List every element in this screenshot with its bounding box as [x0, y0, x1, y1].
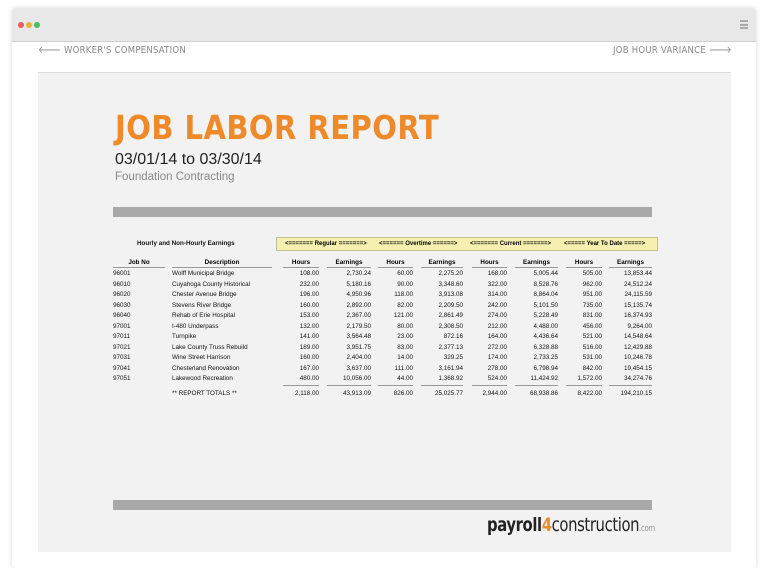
table-cell: 19,454.15 — [623, 364, 652, 372]
total-rule — [515, 385, 558, 386]
divider-bottom — [113, 500, 652, 510]
company-name: Foundation Contracting — [115, 171, 235, 183]
table-cell: 951.00 — [582, 291, 602, 298]
table-cell: 96040 — [113, 312, 131, 319]
table-cell: Lakewood Recreation — [172, 375, 233, 382]
close-dot-icon[interactable] — [18, 22, 24, 28]
table-cell: 314.00 — [487, 291, 507, 298]
total-cell: 43,913.09 — [342, 390, 371, 397]
table-cell: 44.00 — [397, 375, 413, 382]
table-cell: 2,861.49 — [438, 312, 463, 319]
table-cell: 96020 — [113, 291, 131, 298]
table-cell: Wine Street Harrison — [172, 354, 231, 361]
date-range: 03/01/14 to 03/30/14 — [115, 151, 262, 168]
prev-link[interactable] — [38, 44, 186, 56]
table-cell: 524.00 — [487, 375, 507, 382]
table-cell: 242.00 — [487, 301, 507, 309]
payroll4construction-logo: payroll4construction.com — [487, 514, 655, 536]
table-cell: 10,056.00 — [342, 375, 371, 382]
total-cell: 2,118.00 — [294, 390, 319, 397]
table-cell: 3,951.75 — [346, 343, 371, 351]
total-rule — [327, 385, 371, 386]
table-cell: 3,348.60 — [438, 280, 463, 288]
table-cell: 2,892.00 — [346, 301, 371, 309]
table-cell: 3,161.94 — [438, 364, 463, 372]
total-cell: 8,422.00 — [577, 390, 602, 397]
table-cell: 842.00 — [582, 364, 602, 372]
table-cell: Stevens River Bridge — [172, 301, 232, 309]
table-cell: 14.00 — [397, 354, 413, 361]
table-cell: 6,798.94 — [533, 364, 558, 372]
prev-label: WORKER'S COMPENSATION — [64, 45, 186, 56]
table-cell: 4,436.64 — [533, 333, 558, 340]
column-header[interactable]: Earnings — [515, 259, 558, 268]
table-cell: 160.00 — [299, 301, 319, 309]
table-cell: 4,488.00 — [533, 322, 558, 330]
table-cell: 531.00 — [582, 354, 602, 361]
table-cell: 12,429.88 — [623, 343, 652, 351]
total-rule — [609, 385, 652, 386]
table-cell: 132.00 — [299, 322, 319, 330]
table-cell: 962.00 — [582, 280, 602, 288]
table-cell: 1,368.92 — [438, 375, 463, 382]
table-cell: 24,512.24 — [623, 280, 652, 288]
column-header[interactable]: Hours — [472, 259, 507, 268]
column-header[interactable]: Hours — [283, 259, 319, 268]
table-cell: Lake County Truss Rebuild — [172, 343, 248, 351]
table-cell: 168.00 — [487, 270, 507, 277]
total-cell: 194,210.15 — [620, 390, 652, 397]
table-cell: 82.00 — [397, 301, 413, 309]
table-cell: 8,864.04 — [533, 291, 558, 298]
arrow-left-icon: 🡐 — [38, 45, 65, 56]
table-cell: 3,913.08 — [438, 291, 463, 298]
table-cell: 13,853.44 — [623, 270, 652, 277]
table-cell: 121.00 — [393, 312, 413, 319]
table-cell: 521.00 — [582, 333, 602, 340]
table-cell: 1,572.00 — [577, 375, 602, 382]
table-cell: 97001 — [113, 322, 131, 330]
table-cell: 97041 — [113, 364, 131, 372]
total-cell: 826.00 — [393, 390, 413, 397]
table-cell: 90.00 — [397, 280, 413, 288]
table-cell: 2,209.50 — [438, 301, 463, 309]
table-cell: 735.00 — [582, 301, 602, 309]
column-header[interactable]: Hours — [566, 259, 602, 268]
table-cell: 174.00 — [487, 354, 507, 361]
total-rule — [566, 385, 602, 386]
table-cell: 2,308.50 — [438, 322, 463, 330]
table-cell: 8,528.76 — [533, 280, 558, 288]
table-cell: 83.00 — [397, 343, 413, 351]
table-cell: 831.00 — [582, 312, 602, 319]
table-cell: Rehab of Erie Hospital — [172, 312, 236, 319]
total-cell: ** REPORT TOTALS ** — [172, 390, 237, 397]
table-cell: 60.00 — [397, 270, 413, 277]
table-cell: 480.00 — [299, 375, 319, 382]
divider-top — [113, 207, 652, 217]
table-cell: 5,005.44 — [533, 270, 558, 277]
table-cell: Chesterland Renovation — [172, 364, 240, 372]
column-header[interactable]: Description — [172, 259, 272, 268]
table-cell: I-480 Underpass — [172, 322, 219, 330]
total-cell: 68,938.86 — [529, 390, 558, 397]
total-rule — [421, 385, 463, 386]
group-current: <======= Current =======> — [470, 241, 552, 247]
column-header[interactable]: Earnings — [421, 259, 463, 268]
total-cell: 25,025.77 — [434, 390, 463, 397]
table-cell: 167.00 — [299, 364, 319, 372]
table-cell: 96010 — [113, 280, 131, 288]
table-cell: 96001 — [113, 270, 131, 277]
table-cell: 108.00 — [299, 270, 319, 277]
group-header — [276, 237, 658, 251]
table-cell: 232.00 — [299, 280, 319, 288]
table-cell: 34,274.76 — [623, 375, 652, 382]
table-cell: 97051 — [113, 375, 131, 382]
table-cell: 97031 — [113, 354, 131, 361]
next-label: JOB HOUR VARIANCE — [613, 45, 706, 56]
report-title: JOB LABOR REPORT — [115, 108, 440, 147]
table-cell: Chester Avenue Bridge — [172, 291, 237, 298]
table-cell: Cuyahoga County Historical — [172, 280, 251, 288]
hamburger-menu-icon[interactable] — [740, 20, 748, 29]
title-bar — [12, 8, 756, 42]
table-cell: 2,377.13 — [438, 343, 463, 351]
column-header[interactable]: Job No — [113, 259, 165, 268]
table-cell: 2,730.24 — [346, 270, 371, 277]
table-cell: 24,115.59 — [624, 291, 652, 298]
table-cell: 212.00 — [487, 322, 507, 330]
table-cell: 274.00 — [487, 312, 507, 319]
table-cell: 3,637.00 — [346, 364, 371, 372]
maximize-dot-icon[interactable] — [34, 22, 40, 28]
table-cell: 160.00 — [299, 354, 319, 361]
group-regular: <======= Regular =======> — [285, 241, 367, 247]
table-cell: 2,275.20 — [438, 270, 463, 277]
total-rule — [283, 385, 319, 386]
table-cell: 516.00 — [582, 343, 602, 351]
table-cell: 329.25 — [443, 354, 463, 361]
table-cell: 9,264.00 — [627, 322, 652, 330]
table-cell: 118.00 — [394, 291, 413, 298]
table-cell: 3,564.48 — [346, 333, 371, 340]
table-cell: 80.00 — [397, 322, 413, 330]
table-cell: 2,404.00 — [346, 354, 371, 361]
table-cell: 97011 — [113, 333, 131, 340]
column-header[interactable]: Hours — [378, 259, 413, 268]
table-cell: 2,179.50 — [346, 322, 371, 330]
table-cell: 189.00 — [299, 343, 319, 351]
table-cell: 4,950.96 — [346, 291, 371, 298]
table-cell: 11,424.92 — [530, 375, 558, 382]
next-link[interactable] — [613, 44, 732, 56]
table-cell: 5,180.16 — [346, 280, 371, 288]
table-cell: 5,228.49 — [533, 312, 558, 319]
table-cell: 153.00 — [299, 312, 319, 319]
table-cell: 15,135.74 — [623, 301, 652, 309]
table-cell: 196.00 — [299, 291, 319, 298]
table-cell: 97021 — [113, 343, 131, 351]
table-cell: 278.00 — [487, 364, 507, 372]
table-cell: 872.16 — [443, 333, 463, 340]
table-cell: 16,374.93 — [623, 312, 652, 319]
table-cell: 456.00 — [582, 322, 602, 330]
table-cell: 6,328.88 — [533, 343, 558, 351]
table-cell: 505.00 — [582, 270, 602, 277]
table-cell: 2,733.25 — [533, 354, 558, 361]
table-cell: 23.00 — [397, 333, 413, 340]
table-cell: 14,548.64 — [623, 333, 652, 340]
column-header[interactable]: Earnings — [609, 259, 652, 268]
group-overtime: <====== Overtime ======> — [379, 241, 458, 247]
table-cell: 96030 — [113, 301, 131, 309]
table-cell: 2,367.00 — [346, 312, 371, 319]
table-cell: 322.00 — [487, 280, 507, 288]
table-cell: 272.00 — [487, 343, 507, 351]
table-cell: 5,101.50 — [533, 301, 558, 309]
total-rule — [378, 385, 413, 386]
minimize-dot-icon[interactable] — [26, 22, 32, 28]
table-cell: 164.00 — [487, 333, 507, 340]
total-cell: 2,944.00 — [482, 390, 507, 397]
group-ytd: <===== Year To Date =====> — [564, 241, 646, 247]
column-header[interactable]: Earnings — [327, 259, 371, 268]
total-rule — [472, 385, 507, 386]
table-cell: 141.00 — [299, 333, 319, 340]
table-cell: Wolff Municipal Bridge — [172, 270, 235, 277]
table-cell: 10,246.78 — [623, 354, 652, 361]
table-cell: 111.00 — [394, 364, 413, 372]
table-cell: Turnpike — [172, 333, 197, 340]
arrow-right-icon: 🡒 — [705, 45, 732, 56]
section-label: Hourly and Non-Hourly Earnings — [137, 240, 235, 247]
